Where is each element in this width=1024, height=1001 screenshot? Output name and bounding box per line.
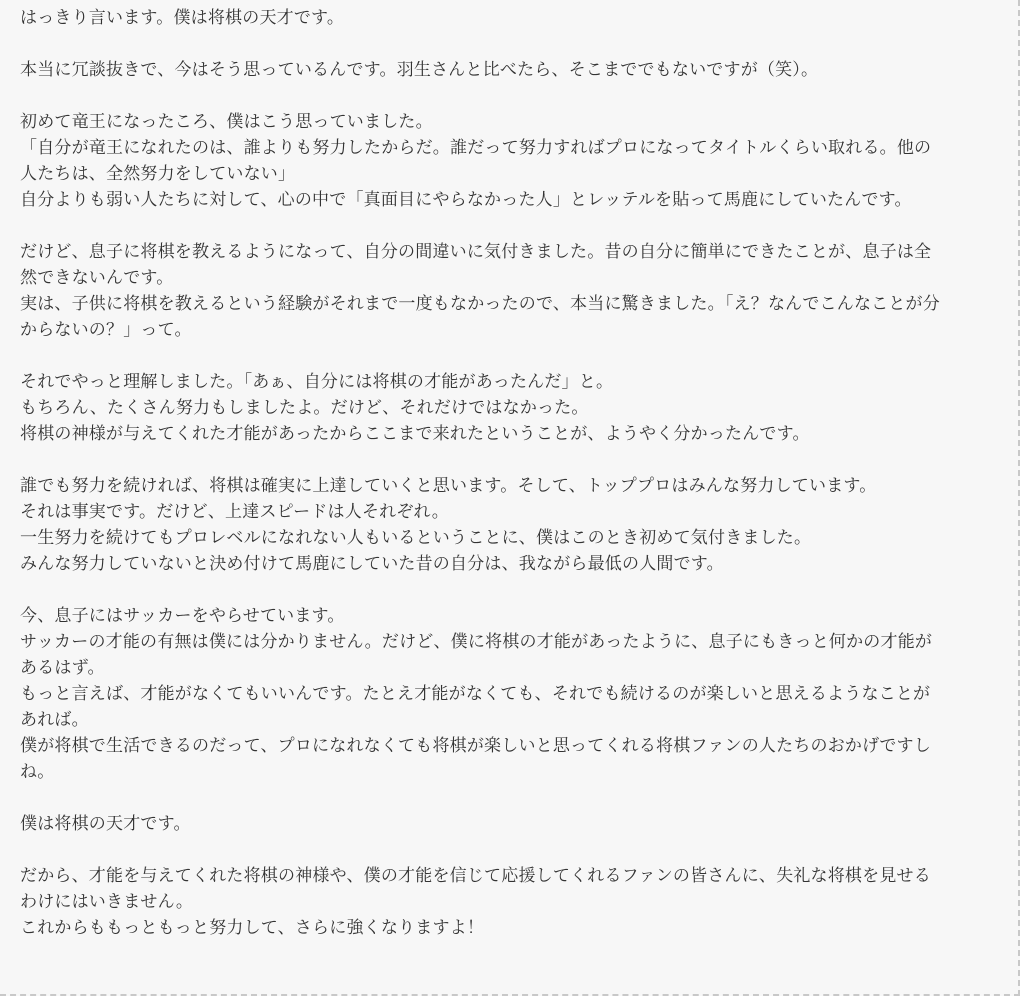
paragraph [20, 239, 1010, 343]
text-line: あるはず。 [20, 658, 105, 678]
text-line: ね。 [20, 762, 55, 782]
paragraph [20, 473, 1010, 577]
text-line: 本当に冗談抜きで、今はそう思っているんです。羽生さんと比べたら、そこまででもないですが（笑）。 [20, 60, 819, 80]
text-line: 初めて竜王になったころ、僕はこう思っていました。 [20, 112, 433, 132]
paragraph [20, 603, 1010, 785]
paragraph [20, 57, 1010, 83]
text-line: 然できないんです。 [20, 268, 174, 288]
text-line: 「自分が竜王になれたのは、誰よりも努力したからだ。誰だって努力すればプロになってタイトルくらい取れる。他の [20, 138, 932, 158]
text-line: 僕は将棋の天才です。 [20, 814, 191, 834]
text-line: からないの？」って。 [20, 320, 192, 340]
text-line: 誰でも努力を続ければ、将棋は確実に上達していくと思います。そして、トッププロはみんな努力しています。 [20, 476, 877, 496]
text-line: 人たちは、全然努力をしていない」 [20, 164, 296, 184]
text-line: 将棋の神様が与えてくれた才能があったからここまで来れたということが、ようやく分かったんです。 [20, 424, 810, 444]
paragraph [20, 5, 1010, 31]
text-line: はっきり言います。僕は将棋の天才です。 [20, 8, 345, 28]
text-line: 実は、子供に将棋を教えるという経験がそれまで一度もなかったので、本当に驚きました。「え？なんでこんなことが分 [20, 294, 940, 314]
text-line: 一生努力を続けてもプロレベルになれない人もいるということに、僕はこのとき初めて気付きました。 [20, 528, 812, 548]
paragraph [20, 369, 1010, 447]
text-line: みんな努力していないと決め付けて馬鹿にしていた昔の自分は、我ながら最低の人間です。 [20, 554, 724, 574]
text-line: 今、息子にはサッカーをやらせています。 [20, 606, 345, 626]
text-line: もちろん、たくさん努力もしましたよ。だけど、それだけではなかった。 [20, 398, 589, 418]
text-line: だけど、息子に将棋を教えるようになって、自分の間違いに気付きました。昔の自分に簡単にできたことが、息子は全 [20, 242, 932, 262]
text-line: だから、才能を与えてくれた将棋の神様や、僕の才能を信じて応援してくれるファンの皆さんに、失礼な将棋を見せる [20, 866, 931, 886]
paragraph [20, 863, 1010, 941]
text-line: もっと言えば、才能がなくてもいいんです。たとえ才能がなくても、それでも続けるのが楽しいと思えるようなことが [20, 684, 931, 704]
text-line: 自分よりも弱い人たちに対して、心の中で「真面目にやらなかった人」とレッテルを貼って馬鹿にしていたんです。 [20, 190, 912, 210]
text-line: これからももっともっと努力して、さらに強くなりますよ！ [20, 918, 485, 938]
paragraph [20, 109, 1010, 213]
text-line: 僕が将棋で生活できるのだって、プロになれなくても将棋が楽しいと思ってくれる将棋ファンの人たちのおかげですし [20, 736, 931, 756]
text-line: あれば。 [20, 710, 89, 730]
text-line: それは事実です。だけど、上達スピードは人それぞれ。 [20, 502, 449, 522]
text-line: サッカーの才能の有無は僕には分かりません。だけど、僕に将棋の才能があったように、息子にもきっと何かの才能が [20, 632, 933, 652]
text-line: わけにはいきません。 [20, 892, 194, 912]
quote-text [20, 5, 1010, 967]
paragraph [20, 811, 1010, 837]
text-line: それでやっと理解しました。「あぁ、自分には将棋の才能があったんだ」と。 [20, 372, 614, 392]
